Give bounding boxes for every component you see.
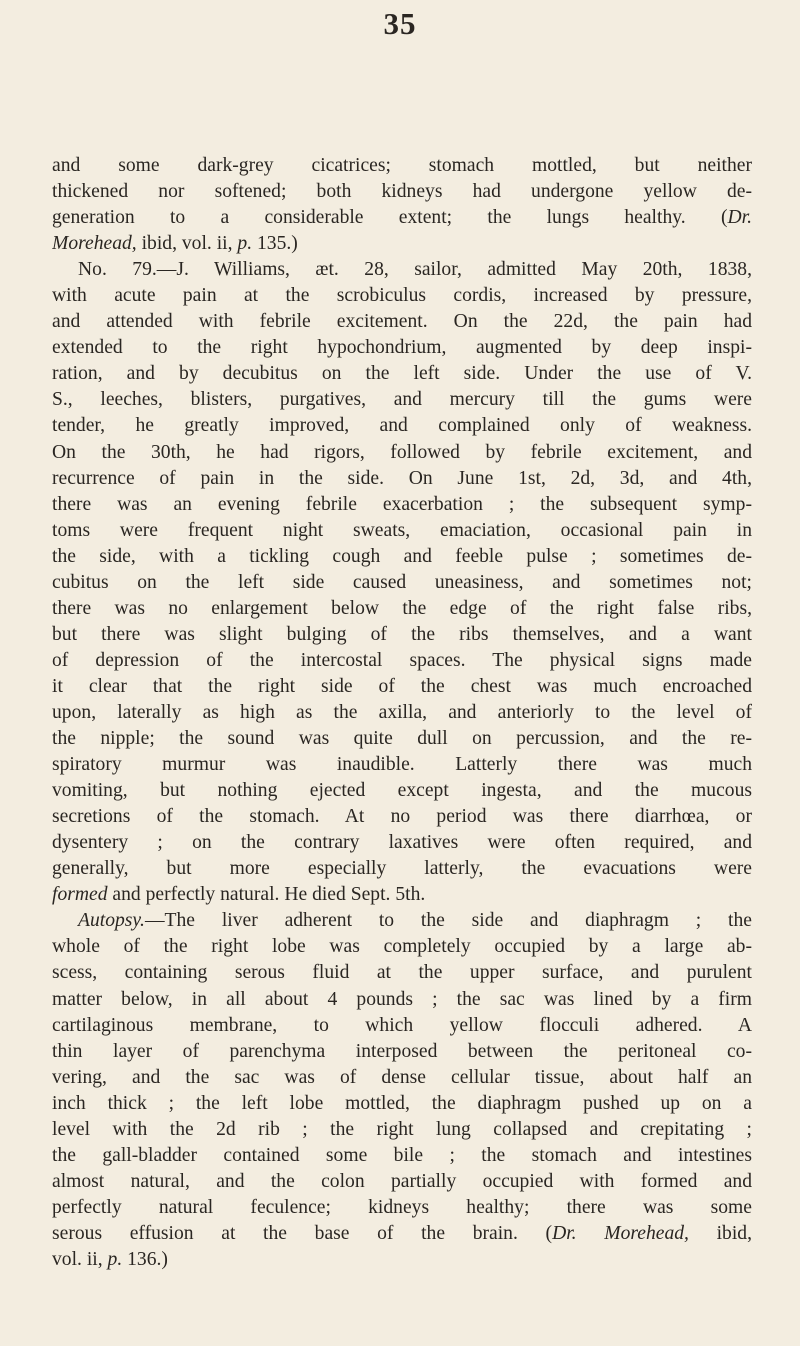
- text-line: serous effusion at the base of the brain. (Dr. Morehead, ibid,: [52, 1222, 752, 1244]
- text-line: formed and perfectly natural. He died Sept. 5th.: [52, 884, 426, 906]
- text-line: and some dark-grey cicatrices; stomach mottled, but neither: [52, 155, 752, 176]
- text-line: of depression of the intercostal spaces. The physical signs made: [52, 649, 752, 671]
- text-line: generation to a considerable extent; the lungs healthy. (Dr.: [52, 207, 752, 229]
- text-line: whole of the right lobe was completely occupied by a large ab-: [52, 936, 752, 958]
- text-line: thickened nor softened; both kidneys had undergone yellow de-: [52, 181, 752, 203]
- text-line: dysentery ; on the contrary laxatives were often required, and: [52, 832, 752, 854]
- text-line: vol. ii, p. 136.): [52, 1248, 168, 1270]
- text-line: scess, containing serous fluid at the upper surface, and purulent: [52, 962, 752, 984]
- text-line: extended to the right hypochondrium, augmented by deep inspi-: [52, 337, 752, 359]
- text-line: cubitus on the left side caused uneasiness, and sometimes not;: [52, 571, 752, 593]
- body-text: [52, 153, 752, 1273]
- text-line: the nipple; the sound was quite dull on percussion, and the re-: [52, 728, 752, 750]
- text-line: tender, he greatly improved, and complained only of weakness.: [52, 415, 752, 437]
- text-line: cartilaginous membrane, to which yellow flocculi adhered. A: [52, 1014, 752, 1036]
- text-line: spiratory murmur was inaudible. Latterly there was much: [52, 754, 752, 776]
- text-line: perfectly natural feculence; kidneys healthy; there was some: [52, 1196, 752, 1218]
- text-line: the gall-bladder contained some bile ; the stomach and intestines: [52, 1144, 752, 1166]
- text-line: vering, and the sac was of dense cellular tissue, about half an: [52, 1066, 752, 1088]
- text-line: No. 79.—J. Williams, æt. 28, sailor, admitted May 20th, 1838,: [78, 259, 752, 281]
- text-line: the side, with a tickling cough and feeble pulse ; sometimes de-: [52, 545, 752, 567]
- text-line: there was an evening febrile exacerbation ; the subsequent symp-: [52, 493, 752, 515]
- text-line: almost natural, and the colon partially occupied with formed and: [52, 1170, 752, 1192]
- text-line: On the 30th, he had rigors, followed by febrile excitement, and: [52, 441, 752, 463]
- text-line: generally, but more especially latterly, the evacuations were: [52, 858, 752, 880]
- text-line: ration, and by decubitus on the left side. Under the use of V.: [52, 363, 752, 385]
- text-line: inch thick ; the left lobe mottled, the diaphragm pushed up on a: [52, 1092, 752, 1114]
- text-line: toms were frequent night sweats, emaciation, occasional pain in: [52, 519, 752, 541]
- text-line: recurrence of pain in the side. On June 1st, 2d, 3d, and 4th,: [52, 467, 752, 489]
- text-line: thin layer of parenchyma interposed between the peritoneal co-: [52, 1040, 752, 1062]
- page-number: 35: [383, 6, 417, 41]
- text-line: secretions of the stomach. At no period was there diarrhœa, or: [52, 806, 752, 828]
- text-line: there was no enlargement below the edge of the right false ribs,: [52, 597, 752, 619]
- text-line: and attended with febrile excitement. On the 22d, the pain had: [52, 311, 752, 333]
- text-line: upon, laterally as high as the axilla, and anteriorly to the level of: [52, 701, 752, 723]
- text-line: Morehead, ibid, vol. ii, p. 135.): [52, 233, 298, 255]
- text-line: matter below, in all about 4 pounds ; the sac was lined by a firm: [52, 988, 752, 1010]
- text-line: Autopsy.—The liver adherent to the side and diaphragm ; the: [78, 910, 752, 932]
- text-line: with acute pain at the scrobiculus cordis, increased by pressure,: [52, 285, 752, 307]
- text-line: vomiting, but nothing ejected except ingesta, and the mucous: [52, 780, 752, 802]
- text-line: it clear that the right side of the chest was much encroached: [52, 675, 752, 697]
- text-line: level with the 2d rib ; the right lung collapsed and crepitating ;: [52, 1118, 752, 1140]
- text-line: but there was slight bulging of the ribs themselves, and a want: [52, 623, 752, 645]
- text-line: S., leeches, blisters, purgatives, and mercury till the gums were: [52, 389, 752, 411]
